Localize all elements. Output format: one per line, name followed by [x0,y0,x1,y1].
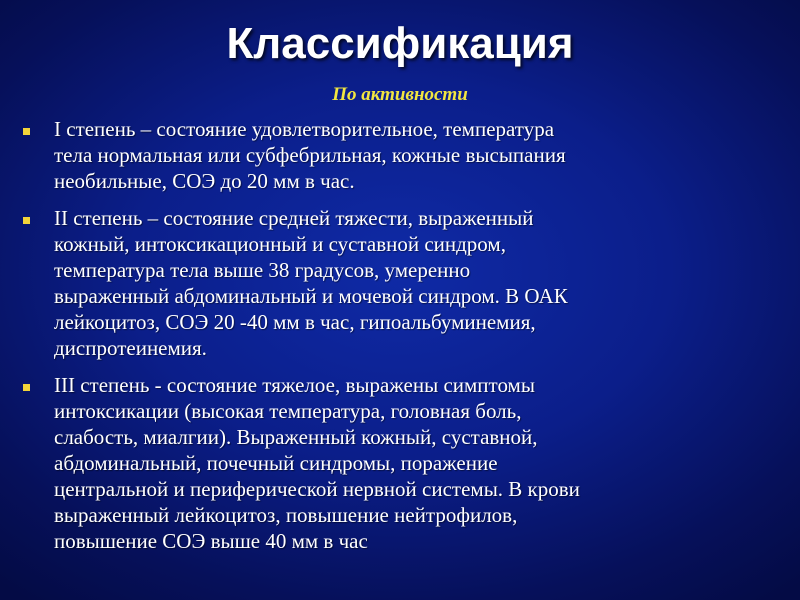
slide-subtitle: По активности [332,84,468,105]
square-bullet-icon [23,384,30,391]
list-item [54,205,754,361]
list-item-text: I степень – состояние удовлетворительное, температура тела нормальная или субфебрильная, кожные высыпания необильные, СОЭ до 20 мм в час. [54,117,566,193]
slide-title: Классификация [226,19,574,68]
square-bullet-icon [23,128,30,135]
list-item [54,116,754,194]
list-item [54,372,754,554]
list-item-text: III степень - состояние тяжелое, выражены симптомы интоксикации (высокая температура, головная боль, слабость, миалгии). Выраженный кожный, суставной, абдоминальный, почечный синдромы, поражение центральной и периферической нервной системы. В крови выраженный лейкоцитоз, повышение нейтрофилов, повышение СОЭ выше 40 мм в час [54,373,580,553]
square-bullet-icon [23,217,30,224]
bullet-list [54,116,754,565]
list-item-text: II степень – состояние средней тяжести, выраженный кожный, интоксикационный и суставной синдром, температура тела выше 38 градусов, умеренно выраженный абдоминальный и мочевой синдром. В ОАК лейкоцитоз, СОЭ 20 -40 мм в час, гипоальбуминемия, диспротеинемия. [54,206,568,360]
